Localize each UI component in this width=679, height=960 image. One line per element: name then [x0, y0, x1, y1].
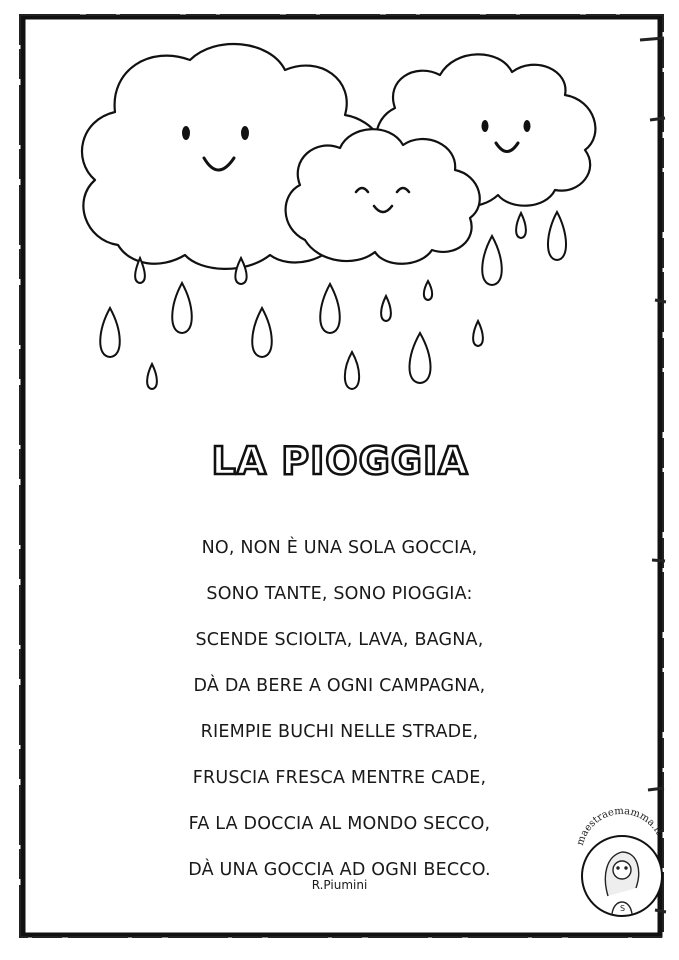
raindrop-icon	[409, 333, 430, 383]
raindrop-icon	[100, 308, 120, 357]
brand-logo	[572, 776, 672, 926]
poem-line: SONO TANTE, SONO PIOGGIA:	[206, 584, 473, 604]
poem-line: RIEMPIE BUCHI NELLE STRADE,	[200, 722, 479, 742]
poem-line: DÀ UNA GOCCIA AD OGNI BECCO.	[188, 860, 491, 880]
poem-line: NO, NON È UNA SOLA GOCCIA,	[201, 538, 478, 558]
raindrop-icon	[516, 213, 526, 238]
raindrop-icon	[320, 284, 340, 333]
raindrop-icon	[147, 364, 157, 389]
page-title: LA PIOGGIA	[211, 439, 469, 483]
poem-author: R.Piumini	[311, 878, 368, 892]
raindrop-icon	[252, 308, 272, 357]
logo-badge-letter: S	[620, 904, 626, 913]
raindrop-icon	[548, 212, 566, 260]
rain-clouds-illustration	[0, 0, 679, 420]
title-area	[0, 428, 679, 492]
raindrop-icon	[172, 283, 192, 333]
poem-line: FA LA DOCCIA AL MONDO SECCO,	[188, 814, 491, 834]
poem-line: FRUSCIA FRESCA MENTRE CADE,	[192, 768, 487, 788]
raindrop-icon	[424, 281, 432, 300]
raindrop-icon	[381, 296, 391, 321]
raindrop-icon	[482, 236, 502, 285]
raindrop-icon	[473, 321, 483, 346]
poem-line: SCENDE SCIOLTA, LAVA, BAGNA,	[195, 630, 484, 650]
poem-line: DÀ DA BERE A OGNI CAMPAGNA,	[193, 676, 486, 696]
logo-text: maestraemamma.it	[574, 805, 665, 847]
raindrop-icon	[345, 352, 359, 389]
